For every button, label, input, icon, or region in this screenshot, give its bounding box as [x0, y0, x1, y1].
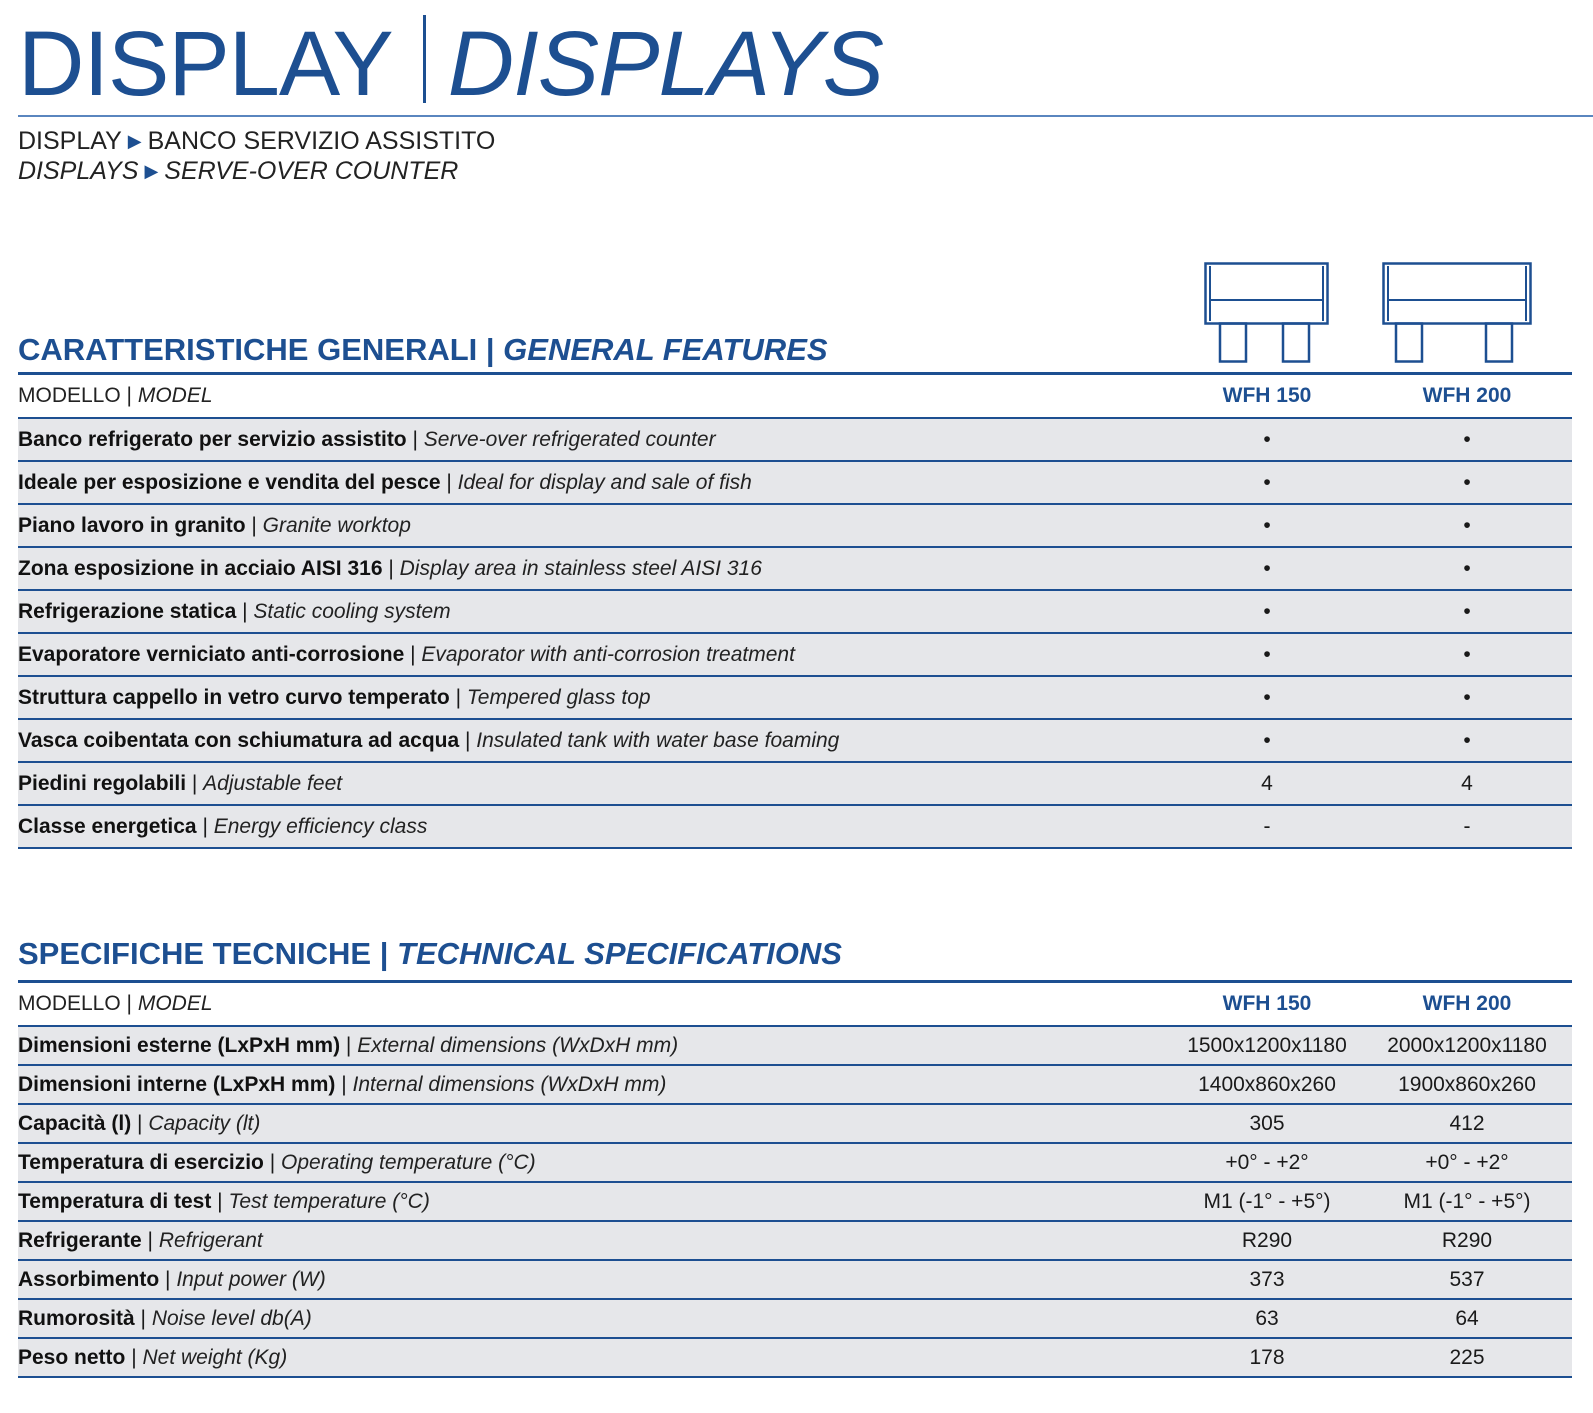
model-name: WFH 150 — [1172, 982, 1362, 1027]
table-row — [18, 1143, 1572, 1182]
row-value-model-1: 63 — [1172, 1299, 1362, 1338]
row-value-model-2: +0° - +2° — [1362, 1143, 1572, 1182]
row-label-it: Zona esposizione in acciaio AISI 316 — [18, 556, 383, 580]
model-name: WFH 200 — [1362, 374, 1572, 419]
row-value-model-2: 1900x860x260 — [1362, 1065, 1572, 1104]
row-label: Banco refrigerato per servizio assistito | Serve-over refrigerated counter — [18, 418, 1172, 461]
row-label-en: Capacity (lt) — [148, 1111, 261, 1135]
title-separator — [423, 15, 426, 103]
row-value-model-2: 4 — [1362, 762, 1572, 805]
row-label-en: Net weight (Kg) — [142, 1345, 288, 1369]
row-label: Dimensioni esterne (LxPxH mm) | External dimensions (WxDxH mm) — [18, 1026, 1172, 1065]
row-label-en: Operating temperature (°C) — [281, 1150, 536, 1174]
row-value-model-1: • — [1172, 418, 1362, 461]
row-label-en: External dimensions (WxDxH mm) — [357, 1033, 679, 1057]
breadcrumb-it — [18, 126, 495, 156]
table-row — [18, 1182, 1572, 1221]
section-title-en: TECHNICAL SPECIFICATIONS — [397, 936, 842, 971]
row-value-model-2: • — [1362, 676, 1572, 719]
table-row — [18, 762, 1572, 805]
specs-table — [18, 980, 1572, 1378]
row-label-it: Evaporatore verniciato anti-corrosione — [18, 642, 405, 666]
row-value-model-1: • — [1172, 504, 1362, 547]
model-name: WFH 150 — [1172, 374, 1362, 419]
row-label: Refrigerazione statica | Static cooling system — [18, 590, 1172, 633]
section-title-it: SPECIFICHE TECNICHE — [18, 936, 372, 971]
table-row — [18, 676, 1572, 719]
model-header-label: MODELLO | MODEL — [18, 982, 1172, 1027]
play-arrow-icon: ▶ — [127, 131, 142, 151]
features-table — [18, 372, 1572, 849]
breadcrumb-category: DISPLAYS — [18, 157, 139, 185]
row-label-en: Energy efficiency class — [213, 814, 428, 838]
model-header-label: MODELLO | MODEL — [18, 374, 1172, 419]
table-row — [18, 1104, 1572, 1143]
row-value-model-2: 2000x1200x1180 — [1362, 1026, 1572, 1065]
table-row — [18, 1338, 1572, 1377]
section-title-en: GENERAL FEATURES — [503, 332, 828, 367]
row-value-model-2: R290 — [1362, 1221, 1572, 1260]
row-label: Piano lavoro in granito | Granite worktop — [18, 504, 1172, 547]
row-value-model-1: • — [1172, 590, 1362, 633]
row-value-model-1: R290 — [1172, 1221, 1362, 1260]
breadcrumb-category: DISPLAY — [18, 127, 122, 155]
table-row — [18, 633, 1572, 676]
row-label: Evaporatore verniciato anti-corrosione | Evaporator with anti-corrosion treatment — [18, 633, 1172, 676]
row-label-it: Peso netto — [18, 1345, 126, 1369]
row-value-model-2: - — [1362, 805, 1572, 848]
breadcrumb-subcategory: BANCO SERVIZIO ASSISTITO — [147, 127, 496, 155]
row-label: Classe energetica | Energy efficiency class — [18, 805, 1172, 848]
row-label: Temperatura di test | Test temperature (°C) — [18, 1182, 1172, 1221]
row-label: Peso netto | Net weight (Kg) — [18, 1338, 1172, 1377]
features-section-title: CARATTERISTICHE GENERALI | GENERAL FEATURES — [18, 332, 828, 367]
row-value-model-1: • — [1172, 676, 1362, 719]
row-label-it: Ideale per esposizione e vendita del pesce — [18, 470, 441, 494]
table-row — [18, 504, 1572, 547]
table-row — [18, 590, 1572, 633]
row-label-en: Refrigerant — [158, 1228, 263, 1252]
title-main: DISPLAY — [18, 13, 393, 115]
row-label: Capacità (l) | Capacity (lt) — [18, 1104, 1172, 1143]
row-label-en: Internal dimensions (WxDxH mm) — [352, 1072, 667, 1096]
row-label-it: Refrigerazione statica — [18, 599, 237, 623]
row-label-it: Classe energetica — [18, 814, 197, 838]
row-value-model-1: 305 — [1172, 1104, 1362, 1143]
row-value-model-2: 537 — [1362, 1260, 1572, 1299]
row-label: Piedini regolabili | Adjustable feet — [18, 762, 1172, 805]
row-label-en: Input power (W) — [176, 1267, 326, 1291]
row-value-model-1: - — [1172, 805, 1362, 848]
table-row — [18, 1299, 1572, 1338]
row-value-model-1: +0° - +2° — [1172, 1143, 1362, 1182]
row-value-model-2: • — [1362, 418, 1572, 461]
row-value-model-2: • — [1362, 461, 1572, 504]
title-divider — [18, 115, 1593, 117]
table-row — [18, 1221, 1572, 1260]
row-label-en: Static cooling system — [253, 599, 451, 623]
breadcrumb-subcategory: SERVE-OVER COUNTER — [164, 157, 459, 185]
row-value-model-2: 64 — [1362, 1299, 1572, 1338]
row-value-model-2: • — [1362, 719, 1572, 762]
row-label: Vasca coibentata con schiumatura ad acqua | Insulated tank with water base foaming — [18, 719, 1172, 762]
row-label-it: Vasca coibentata con schiumatura ad acqua — [18, 728, 460, 752]
row-label-en: Insulated tank with water base foaming — [476, 728, 840, 752]
row-label-it: Rumorosità — [18, 1306, 135, 1330]
row-label-en: Test temperature (°C) — [228, 1189, 430, 1213]
model-name: WFH 200 — [1362, 982, 1572, 1027]
row-value-model-1: 373 — [1172, 1260, 1362, 1299]
row-value-model-1: 178 — [1172, 1338, 1362, 1377]
row-label-en: Tempered glass top — [466, 685, 651, 709]
row-label-it: Piedini regolabili — [18, 771, 187, 795]
table-row — [18, 1026, 1572, 1065]
row-label: Assorbimento | Input power (W) — [18, 1260, 1172, 1299]
row-value-model-2: • — [1362, 504, 1572, 547]
row-value-model-1: 1400x860x260 — [1172, 1065, 1362, 1104]
row-label-en: Evaporator with anti-corrosion treatment — [421, 642, 795, 666]
specs-section-title: SPECIFICHE TECNICHE | TECHNICAL SPECIFICATIONS — [18, 936, 842, 971]
row-label-it: Capacità (l) — [18, 1111, 132, 1135]
counter-front-icon — [1382, 262, 1532, 364]
row-label-it: Temperatura di esercizio — [18, 1150, 264, 1174]
row-label-it: Dimensioni interne (LxPxH mm) — [18, 1072, 336, 1096]
row-value-model-1: • — [1172, 719, 1362, 762]
table-header-row — [18, 374, 1572, 419]
row-value-model-1: • — [1172, 547, 1362, 590]
table-row — [18, 1260, 1572, 1299]
counter-front-icon — [1204, 262, 1329, 364]
title-alt: DISPLAYS — [447, 13, 883, 115]
row-label-it: Piano lavoro in granito — [18, 513, 246, 537]
row-label-it: Assorbimento — [18, 1267, 160, 1291]
row-value-model-1: • — [1172, 633, 1362, 676]
row-label-it: Dimensioni esterne (LxPxH mm) — [18, 1033, 341, 1057]
row-label: Temperatura di esercizio | Operating temperature (°C) — [18, 1143, 1172, 1182]
row-value-model-2: • — [1362, 633, 1572, 676]
row-value-model-1: 4 — [1172, 762, 1362, 805]
row-value-model-1: M1 (-1° - +5°) — [1172, 1182, 1362, 1221]
row-label: Struttura cappello in vetro curvo temperato | Tempered glass top — [18, 676, 1172, 719]
section-title-it: CARATTERISTICHE GENERALI — [18, 332, 478, 367]
row-label-it: Refrigerante — [18, 1228, 142, 1252]
row-label-it: Banco refrigerato per servizio assistito — [18, 427, 407, 451]
breadcrumb-en — [18, 156, 458, 186]
row-label: Rumorosità | Noise level db(A) — [18, 1299, 1172, 1338]
row-label-en: Granite worktop — [262, 513, 411, 537]
table-row — [18, 805, 1572, 848]
table-row — [18, 719, 1572, 762]
row-value-model-1: • — [1172, 461, 1362, 504]
row-label: Refrigerante | Refrigerant — [18, 1221, 1172, 1260]
row-label-en: Adjustable feet — [203, 771, 343, 795]
row-value-model-2: M1 (-1° - +5°) — [1362, 1182, 1572, 1221]
page-title — [18, 14, 883, 114]
table-row — [18, 418, 1572, 461]
row-label: Ideale per esposizione e vendita del pesce | Ideal for display and sale of fish — [18, 461, 1172, 504]
row-label-en: Display area in stainless steel AISI 316 — [399, 556, 762, 580]
row-value-model-1: 1500x1200x1180 — [1172, 1026, 1362, 1065]
table-row — [18, 461, 1572, 504]
table-row — [18, 547, 1572, 590]
table-header-row — [18, 982, 1572, 1027]
row-label-en: Serve-over refrigerated counter — [423, 427, 716, 451]
row-label: Zona esposizione in acciaio AISI 316 | Display area in stainless steel AISI 316 — [18, 547, 1172, 590]
row-value-model-2: • — [1362, 547, 1572, 590]
table-row — [18, 1065, 1572, 1104]
row-label-en: Noise level db(A) — [151, 1306, 312, 1330]
row-label-it: Struttura cappello in vetro curvo temperato — [18, 685, 450, 709]
row-label: Dimensioni interne (LxPxH mm) | Internal dimensions (WxDxH mm) — [18, 1065, 1172, 1104]
row-label-en: Ideal for display and sale of fish — [457, 470, 752, 494]
row-label-it: Temperatura di test — [18, 1189, 212, 1213]
row-value-model-2: 412 — [1362, 1104, 1572, 1143]
play-arrow-icon: ▶ — [144, 161, 159, 181]
row-value-model-2: • — [1362, 590, 1572, 633]
row-value-model-2: 225 — [1362, 1338, 1572, 1377]
